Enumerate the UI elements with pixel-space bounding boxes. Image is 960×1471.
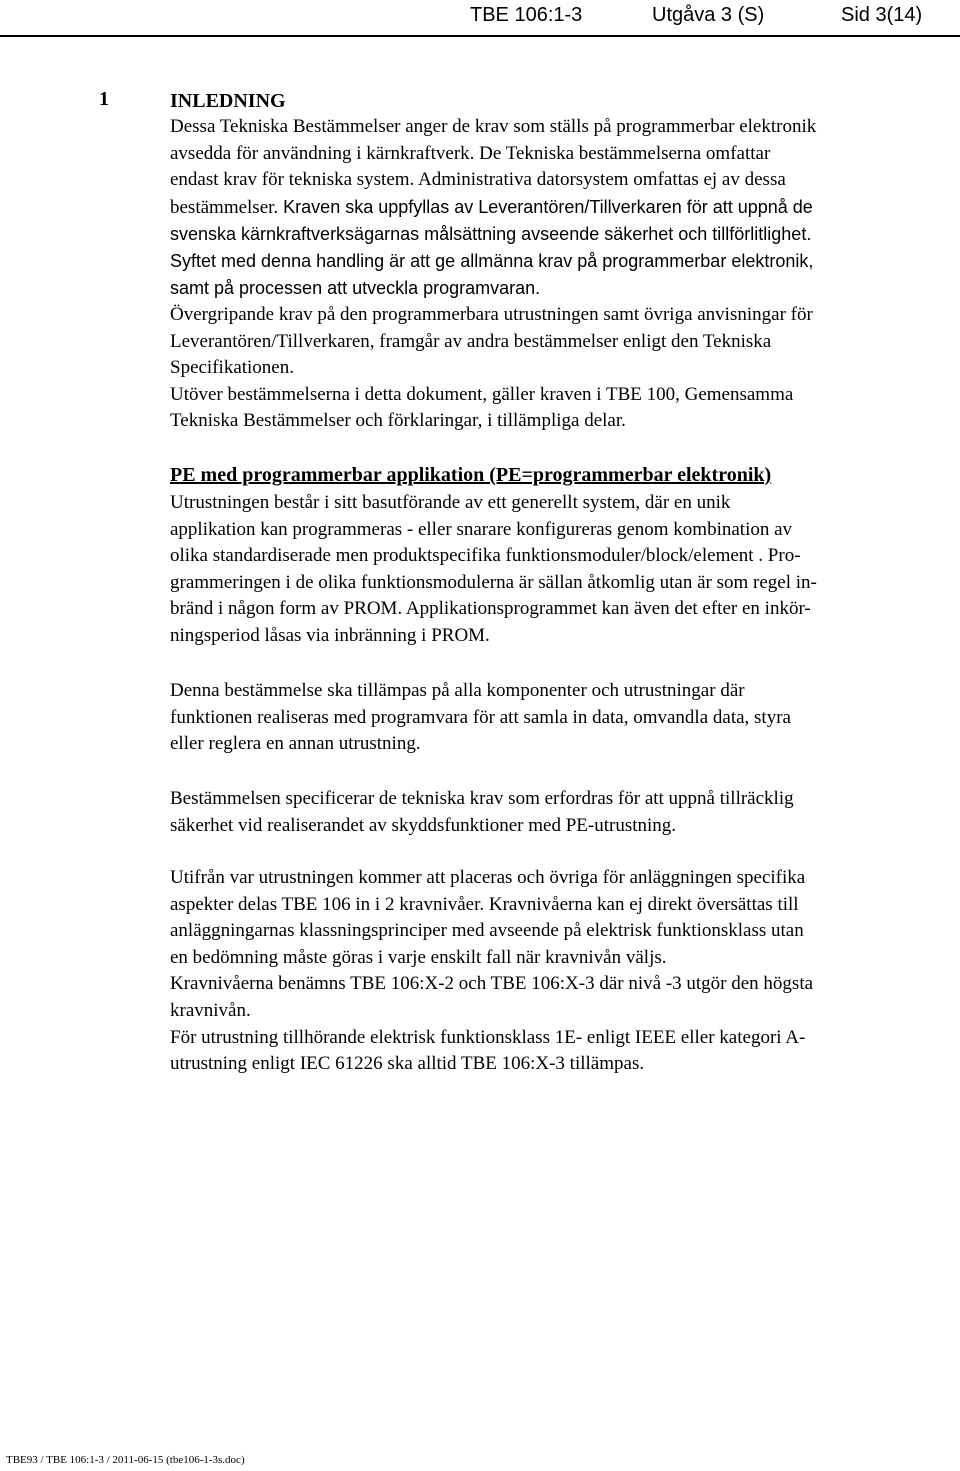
pe-section-heading: PE med programmerbar applikation (PE=programmerbar elektronik) bbox=[170, 464, 772, 486]
text-line: endast krav för tekniska system. Administrativa datorsystem omfattas ej av dessa bbox=[170, 169, 786, 191]
section-title: INLEDNING bbox=[170, 90, 286, 112]
page-header bbox=[0, 0, 960, 36]
requirements-paragraph bbox=[170, 786, 794, 839]
text-fragment: Kraven ska uppfyllas av Leverantören/Tillverkaren för att uppnå de bbox=[278, 196, 813, 217]
text-line: Kravnivåerna benämns TBE 106:X-2 och TBE 106:X-3 där nivå -3 utgör den högsta bbox=[170, 973, 814, 995]
text-line: aspekter delas TBE 106 in i 2 kravnivåer. Kravnivåerna kan ej direkt översättas till bbox=[170, 893, 799, 915]
scope-paragraph bbox=[170, 678, 791, 758]
text-line: en bedömning måste göras i varje enskilt fall när kravnivån väljs. bbox=[170, 946, 667, 968]
header-page-number: Sid 3(14) bbox=[841, 4, 923, 26]
text-line: Utöver bestämmelserna i detta dokument, gäller kraven i TBE 100, Gemensamma bbox=[170, 383, 794, 405]
text-line-mixed bbox=[170, 194, 816, 222]
text-line: För utrustning tillhörande elektrisk funktionsklass 1E- enligt IEEE eller kategori A- bbox=[170, 1026, 806, 1048]
text-line: Specifikationen. bbox=[170, 357, 294, 379]
text-line: bränd i någon form av PROM. Applikationsprogrammet kan även det efter en inkör- bbox=[170, 598, 811, 620]
text-line: ningsperiod låsas via inbränning i PROM. bbox=[170, 624, 490, 646]
text-line: Övergripande krav på den programmerbara utrustningen samt övriga anvisningar för bbox=[170, 304, 813, 325]
section-number: 1 bbox=[99, 88, 109, 110]
text-line: Dessa Tekniska Bestämmelser anger de krav som ställs på programmerbar elektronik bbox=[170, 116, 817, 137]
text-line: Utifrån var utrustningen kommer att placeras och övriga för anläggningen specifika bbox=[170, 867, 806, 888]
text-line: avsedda för användning i kärnkraftverk. De Tekniska bestämmelserna omfattar bbox=[170, 142, 771, 164]
intro-paragraph bbox=[170, 114, 816, 301]
text-line: grammeringen i de olika funktionsmodulerna är sällan åtkomlig utan är som regel in- bbox=[170, 571, 817, 593]
header-doc-id: TBE 106:1-3 bbox=[470, 4, 583, 26]
header-divider bbox=[0, 35, 960, 37]
text-line: Bestämmelsen specificerar de tekniska krav som erfordras för att uppnå tillräcklig bbox=[170, 788, 794, 809]
page-footer: TBE93 / TBE 106:1-3 / 2011-06-15 (tbe106-1-3s.doc) bbox=[6, 1454, 245, 1466]
text-line: Denna bestämmelse ska tillämpas på alla komponenter och utrustningar där bbox=[170, 680, 745, 701]
text-line: svenska kärnkraftverksägarnas målsättning avseende säkerhet och tillförlitlighet. bbox=[170, 224, 812, 245]
text-line: applikation kan programmeras - eller snarare konfigureras genom kombination av bbox=[170, 518, 793, 540]
text-line: eller reglera en annan utrustning. bbox=[170, 733, 421, 755]
text-line: olika standardiserade men produktspecifika funktionsmoduler/block/element . Pro- bbox=[170, 545, 801, 567]
text-line: Syftet med denna handling är att ge allmänna krav på programmerbar elektronik, bbox=[170, 250, 814, 271]
text-line: anläggningarnas klassningsprinciper med avseende på elektrisk funktionsklass utan bbox=[170, 920, 804, 942]
text-line: samt på processen att utveckla programvaran. bbox=[170, 277, 541, 298]
pe-section-paragraph bbox=[170, 490, 817, 650]
text-line: Tekniska Bestämmelser och förklaringar, i tillämpliga delar. bbox=[170, 410, 626, 432]
overview-paragraph bbox=[170, 302, 813, 435]
text-line: kravnivån. bbox=[170, 999, 251, 1021]
text-line: Leverantören/Tillverkaren, framgår av andra bestämmelser enligt den Tekniska bbox=[170, 330, 772, 352]
text-line: säkerhet vid realiserandet av skyddsfunktioner med PE-utrustning. bbox=[170, 814, 677, 836]
text-line: Utrustningen består i sitt basutförande av ett generellt system, där en unik bbox=[170, 492, 731, 513]
text-line: funktionen realiseras med programvara för att samla in data, omvandla data, styra bbox=[170, 706, 791, 728]
text-line: utrustning enligt IEC 61226 ska alltid TBE 106:X-3 tillämpas. bbox=[170, 1053, 645, 1075]
text-fragment: bestämmelser. bbox=[170, 196, 279, 218]
header-edition: Utgåva 3 (S) bbox=[652, 4, 765, 26]
levels-paragraph bbox=[170, 865, 813, 1078]
